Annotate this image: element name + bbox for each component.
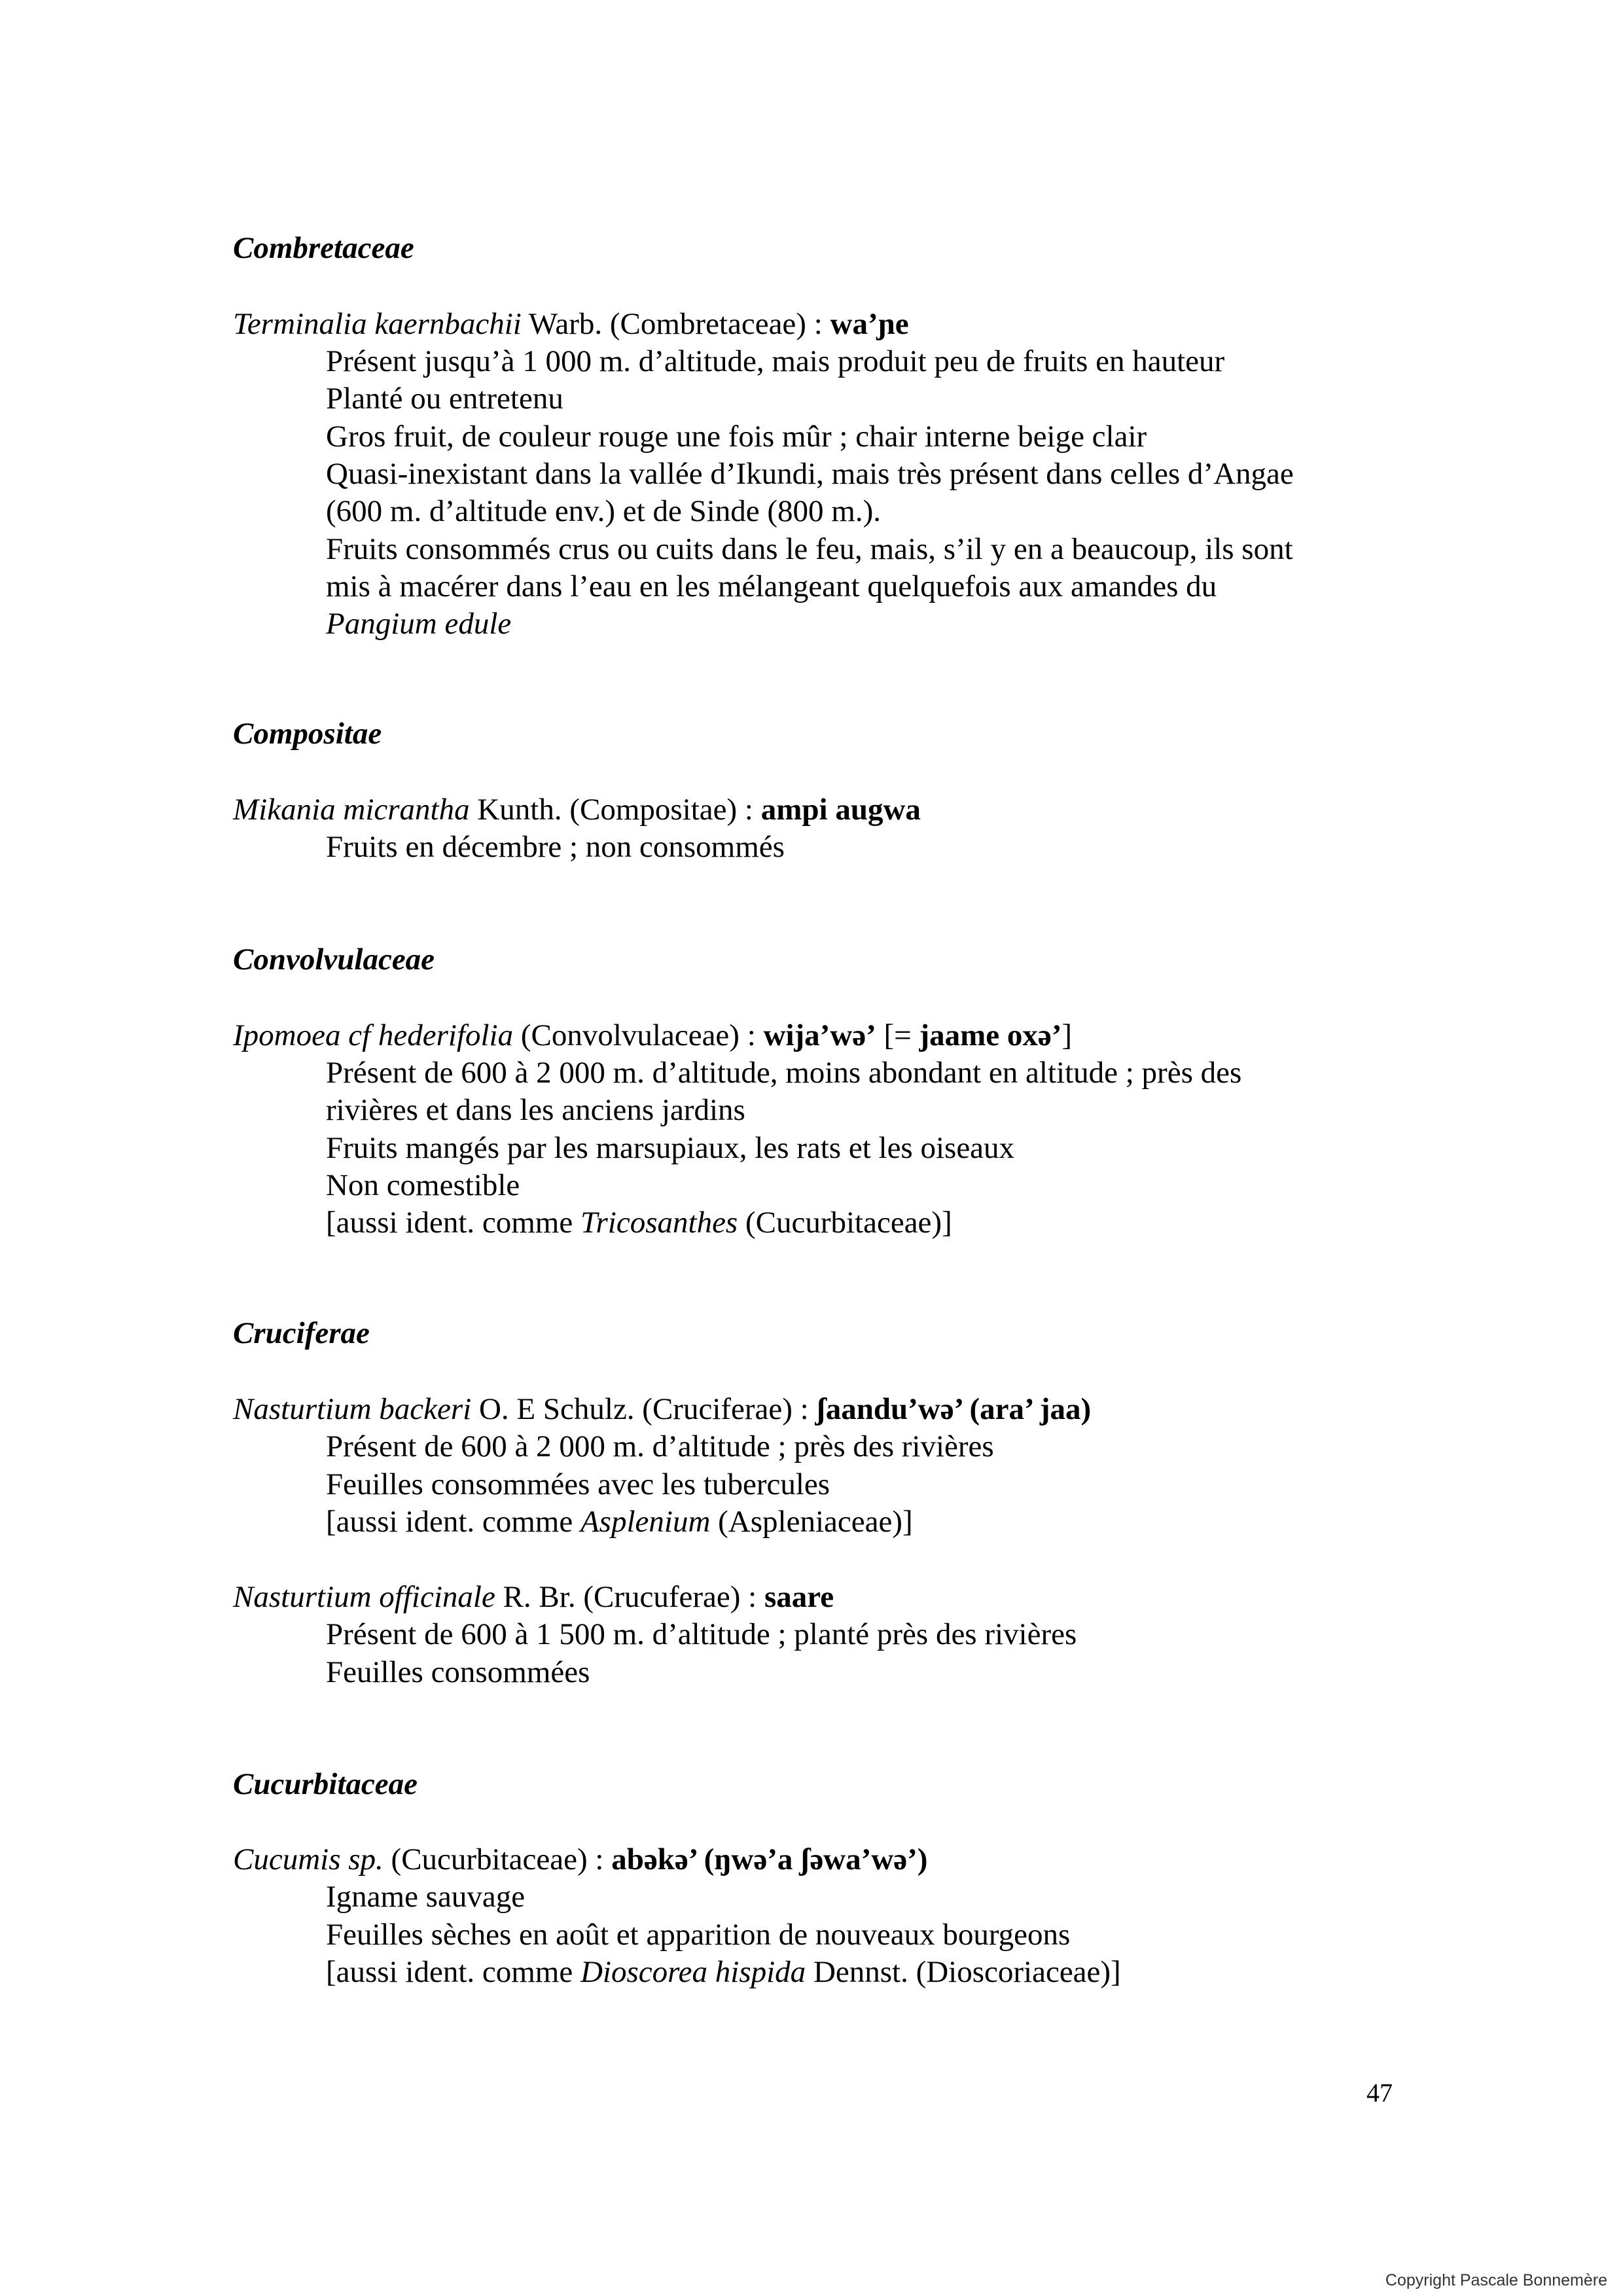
entry-line: Fruits mangés par les marsupiaux, les rats et les oiseaux — [326, 1131, 1015, 1165]
page-number: 47 — [1366, 2078, 1393, 2108]
family-heading: Combretaceae — [233, 231, 414, 265]
synonym-name: jaame oxə’ — [919, 1018, 1062, 1052]
vernacular-name: saare — [764, 1580, 834, 1614]
species-name: Cucumis sp. — [233, 1842, 383, 1876]
identification-note — [326, 1954, 1121, 1990]
entry-line: Fruits en décembre ; non consommés — [326, 830, 785, 864]
entry-line: Présent de 600 à 1 500 m. d’altitude ; planté près des rivières — [326, 1617, 1077, 1651]
species-author: Warb. (Combretaceae) : — [521, 307, 830, 341]
note-text: [aussi ident. comme — [326, 1206, 580, 1240]
vernacular-name: wa’ɲe — [830, 307, 909, 341]
vernacular-name: ʃaandu’wə’ (ara’ jaa) — [816, 1392, 1092, 1426]
entry-line: rivières et dans les anciens jardins — [326, 1093, 745, 1127]
entry-line: Feuilles consommées avec les tubercules — [326, 1467, 830, 1501]
family-heading: Cucurbitaceae — [233, 1767, 418, 1801]
entry-line: (600 m. d’altitude env.) et de Sinde (800 m.). — [326, 494, 881, 528]
entry-line: Fruits consommés crus ou cuits dans le feu, mais, s’il y en a beaucoup, ils sont — [326, 532, 1293, 566]
entry-line: Quasi-inexistant dans la vallée d’Ikundi, mais très présent dans celles d’Angae — [326, 457, 1294, 491]
copyright-notice: Copyright Pascale Bonnemère — [1385, 2271, 1607, 2289]
species-entry-heading — [233, 306, 909, 342]
species-name: Nasturtium officinale — [233, 1580, 495, 1614]
synonym-bracket-open: [= — [876, 1018, 919, 1052]
entry-line: Présent de 600 à 2 000 m. d’altitude, moins abondant en altitude ; près des — [326, 1056, 1242, 1090]
species-entry-heading — [233, 792, 921, 827]
note-taxon: Dioscorea hispida — [580, 1955, 806, 1989]
species-name: Terminalia kaernbachii — [233, 307, 522, 341]
entry-line: Présent de 600 à 2 000 m. d’altitude ; près des rivières — [326, 1429, 994, 1463]
species-name: Mikania micrantha — [233, 793, 470, 827]
identification-note — [326, 1205, 952, 1240]
entry-line: Présent jusqu’à 1 000 m. d’altitude, mais produit peu de fruits en hauteur — [326, 344, 1225, 378]
species-name: Ipomoea cf hederifolia — [233, 1018, 514, 1052]
family-heading: Compositae — [233, 717, 382, 751]
species-author: O. E Schulz. (Cruciferae) : — [471, 1392, 817, 1426]
entry-line: Feuilles sèches en août et apparition de nouveaux bourgeons — [326, 1918, 1071, 1952]
taxon-reference: Pangium edule — [326, 607, 512, 641]
entry-line — [326, 606, 511, 641]
family-heading: Convolvulaceae — [233, 942, 435, 977]
species-author: R. Br. (Crucuferae) : — [495, 1580, 764, 1614]
entry-line: Feuilles consommées — [326, 1655, 590, 1689]
entry-line: mis à macérer dans l’eau en les mélangeant quelquefois aux amandes du — [326, 569, 1217, 603]
note-text: [aussi ident. comme — [326, 1505, 580, 1539]
note-text: [aussi ident. comme — [326, 1955, 580, 1989]
entry-line: Gros fruit, de couleur rouge une fois mûr ; chair interne beige clair — [326, 420, 1147, 454]
species-name: Nasturtium backeri — [233, 1392, 472, 1426]
vernacular-name: wija’wə’ — [763, 1018, 876, 1052]
family-heading: Cruciferae — [233, 1316, 370, 1350]
note-text: (Cucurbitaceae)] — [738, 1206, 952, 1240]
entry-line: Igname sauvage — [326, 1880, 526, 1914]
species-entry-heading — [233, 1391, 1091, 1427]
species-entry-heading — [233, 1579, 834, 1615]
vernacular-name: abəkə’ (ŋwə’a ʃəwa’wə’) — [611, 1842, 928, 1876]
vernacular-name: ampi augwa — [760, 793, 921, 827]
species-author: (Convolvulaceae) : — [513, 1018, 764, 1052]
species-author: (Cucurbitaceae) : — [383, 1842, 612, 1876]
note-text: (Aspleniaceae)] — [710, 1505, 913, 1539]
entry-line: Non comestible — [326, 1168, 520, 1202]
identification-note — [326, 1504, 913, 1539]
entry-line: Planté ou entretenu — [326, 382, 563, 416]
note-taxon: Tricosanthes — [580, 1206, 738, 1240]
note-taxon: Asplenium — [580, 1505, 711, 1539]
species-entry-heading — [233, 1842, 927, 1877]
synonym-bracket-close: ] — [1061, 1018, 1073, 1052]
note-text: Dennst. (Dioscoriaceae)] — [806, 1955, 1121, 1989]
species-entry-heading — [233, 1018, 1072, 1053]
species-author: Kunth. (Compositae) : — [469, 793, 761, 827]
